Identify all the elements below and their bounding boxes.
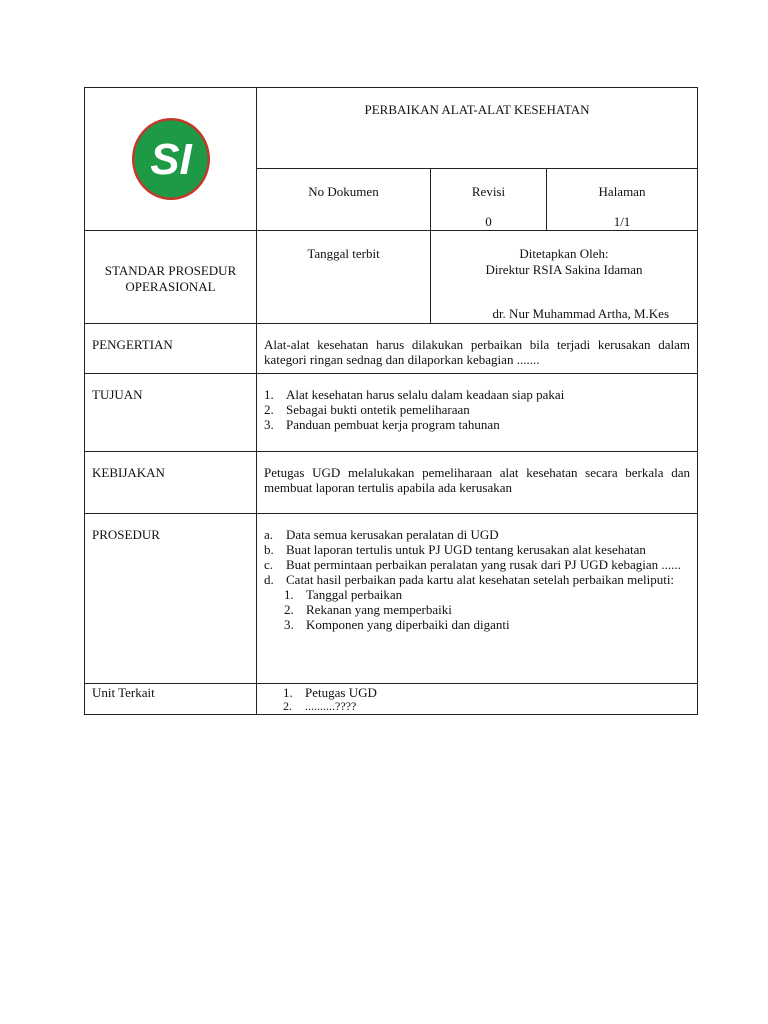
list-item	[264, 387, 690, 402]
list-text: Buat laporan tertulis untuk PJ UGD tentang kerusakan alat kesehatan	[286, 542, 646, 557]
list-text: Rekanan yang memperbaiki	[306, 602, 452, 617]
list-item	[283, 685, 690, 700]
list-item	[264, 527, 690, 542]
list-text: ..........????	[305, 699, 357, 713]
list-text: Komponen yang diperbaiki dan diganti	[306, 617, 510, 632]
list-item	[264, 417, 690, 432]
halaman-cell	[547, 169, 698, 231]
list-number: 2.	[284, 602, 294, 617]
tanggal-terbit-label: Tanggal terbit	[307, 246, 380, 261]
hospital-logo	[130, 116, 212, 202]
halaman-value: 1/1	[613, 214, 631, 229]
document-title: PERBAIKAN ALAT-ALAT KESEHATAN	[257, 88, 698, 169]
ditetapkan-cell	[431, 231, 698, 324]
sublist-item	[264, 617, 690, 632]
list-text: Tanggal perbaikan	[306, 587, 403, 602]
list-letter: d.	[264, 572, 274, 587]
list-item	[264, 557, 690, 572]
list-item	[264, 572, 690, 587]
sop-label-cell	[85, 231, 257, 324]
halaman-label: Halaman	[598, 184, 646, 199]
sop-document	[84, 87, 697, 715]
list-number: 2.	[264, 402, 274, 417]
kebijakan-label: KEBIJAKAN	[85, 452, 257, 514]
prosedur-label: PROSEDUR	[85, 514, 257, 684]
no-dokumen-label: No Dokumen	[308, 184, 379, 199]
list-letter: c.	[264, 557, 274, 572]
sublist-item	[264, 602, 690, 617]
list-item	[264, 402, 690, 417]
list-text: Sebagai bukti ontetik pemeliharaan	[286, 402, 470, 417]
list-text: Catat hasil perbaikan pada kartu alat kesehatan setelah perbaikan meliputi:	[286, 572, 675, 587]
unit-terkait-list	[257, 684, 698, 715]
list-number: 3.	[284, 617, 294, 632]
list-number: 3.	[264, 417, 274, 432]
list-item	[283, 700, 690, 712]
list-number: 1.	[283, 685, 293, 700]
sop-label-line1: STANDAR PROSEDUR	[104, 263, 237, 278]
ditetapkan-line2: Direktur RSIA Sakina Idaman	[485, 262, 643, 277]
tanggal-terbit-cell	[257, 231, 431, 324]
prosedur-sublist	[264, 587, 690, 632]
sublist-item	[264, 587, 690, 602]
list-text: Petugas UGD	[305, 685, 377, 700]
revisi-label: Revisi	[471, 184, 506, 199]
unit-terkait-label: Unit Terkait	[85, 684, 257, 715]
prosedur-list	[257, 514, 698, 684]
tujuan-label: TUJUAN	[85, 374, 257, 452]
kebijakan-text: Petugas UGD melalukakan pemeliharaan alat kesehatan secara berkala dan membuat laporan tertulis apabila ada kerusakan	[257, 452, 698, 514]
list-letter: a.	[264, 527, 274, 542]
logo-text: SI	[149, 135, 192, 184]
pengertian-label: PENGERTIAN	[85, 324, 257, 374]
list-letter: b.	[264, 542, 274, 557]
list-text: Panduan pembuat kerja program tahunan	[286, 417, 500, 432]
list-text: Buat permintaan perbaikan peralatan yang rusak dari PJ UGD kebagian ......	[286, 557, 681, 572]
signer-name: dr. Nur Muhammad Artha, M.Kes	[492, 306, 669, 321]
list-number: 2.	[283, 699, 292, 713]
sop-table	[84, 87, 698, 715]
list-number: 1.	[284, 587, 294, 602]
no-dokumen-cell	[257, 169, 431, 231]
tujuan-list	[257, 374, 698, 452]
revisi-value: 0	[485, 214, 492, 229]
list-text: Alat kesehatan harus selalu dalam keadaan siap pakai	[286, 387, 565, 402]
revisi-cell	[431, 169, 547, 231]
logo-cell	[85, 88, 257, 231]
sop-label-line2: OPERASIONAL	[125, 279, 216, 294]
ditetapkan-line1: Ditetapkan Oleh:	[519, 246, 609, 261]
list-text: Data semua kerusakan peralatan di UGD	[286, 527, 499, 542]
list-item	[264, 542, 690, 557]
pengertian-text: Alat-alat kesehatan harus dilakukan perbaikan bila terjadi kerusakan dalam kategori ringan sednag dan dilaporkan kebagian .......	[257, 324, 698, 374]
list-number: 1.	[264, 387, 274, 402]
